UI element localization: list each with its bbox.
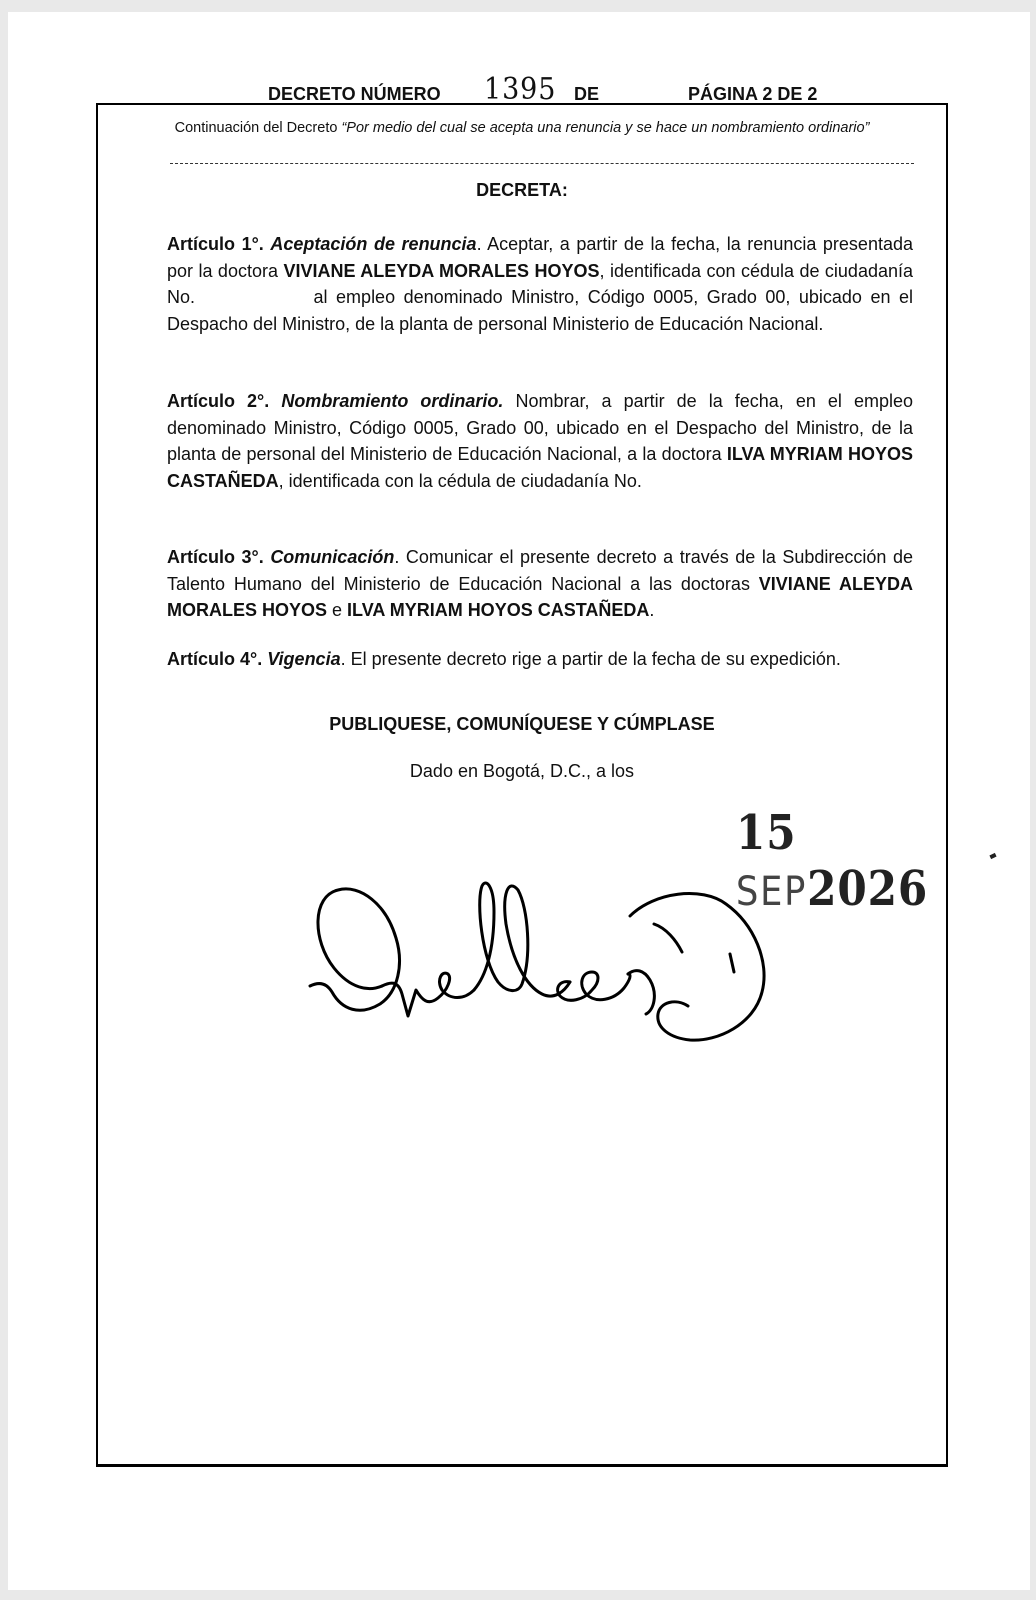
- decreta-heading: DECRETA:: [476, 180, 568, 200]
- article-2-name: ILVA MYRIAM HOYOS CASTAÑEDA: [167, 444, 914, 491]
- article-1-name: VIVIANE ALEYDA MORALES HOYOS: [283, 260, 600, 281]
- article-2-title: Nombramiento ordinario.: [269, 391, 504, 411]
- continuation-note: [98, 119, 946, 138]
- page-indicator: PÁGINA 2 DE 2: [688, 84, 818, 104]
- stray-mark: [989, 853, 996, 859]
- issued-place: Dado en Bogotá, D.C., a los: [409, 761, 635, 781]
- article-3-title: Comunicación: [270, 547, 395, 567]
- article-1-title: Aceptación de renuncia: [270, 234, 477, 254]
- decreto-number: 1395: [484, 72, 557, 107]
- article-4: [167, 646, 913, 673]
- signature: [298, 864, 783, 1054]
- article-2-number: Artículo 2°.: [167, 391, 270, 411]
- article-2-text-2: , identificada con la cédula de ciudadanía No.: [278, 470, 642, 491]
- article-2-text: Nombrar, a partir de la fecha, en el empleo denominado Ministro, Código 0005, Grado 00, ubicado en el Despacho del Ministro, de la planta de personal del Ministerio de Educación Nacional, a la doctora: [167, 391, 913, 464]
- article-3: [167, 544, 913, 624]
- article-3-number: Artículo 3°.: [167, 547, 264, 567]
- article-3-conjunction: e: [327, 600, 348, 620]
- date-day: 15: [736, 805, 797, 861]
- date-year: 2026: [807, 861, 929, 917]
- article-3-text: . Comunicar el presente decreto a través de la Subdirección de Talento Humano del Ministerio de Educación Nacional a las doctoras: [167, 547, 913, 594]
- article-1-text: . Aceptar, a partir de la fecha, la renuncia presentada por la doctora: [167, 234, 913, 281]
- continuation-prefix: Continuación del Decreto: [174, 120, 342, 136]
- decree-frame: [96, 103, 948, 1467]
- dashed-divider: [170, 163, 914, 164]
- article-3-name-1: VIVIANE ALEYDA MORALES HOYOS: [167, 573, 913, 620]
- publiquese-heading: PUBLIQUESE, COMUNÍQUESE Y CÚMPLASE: [329, 714, 715, 734]
- date-month: SEP: [736, 869, 808, 915]
- article-3-name-2: ILVA MYRIAM HOYOS CASTAÑEDA: [347, 600, 650, 620]
- article-1-text-3: al empleo denominado Ministro, Código 0005, Grado 00, ubicado en el Despacho del Ministro, de la planta de personal Ministerio de Educación Nacional.: [167, 287, 913, 334]
- decreto-label: DECRETO NÚMERO: [268, 84, 441, 104]
- article-4-text: . El presente decreto rige a partir de la fecha de su expedición.: [340, 649, 841, 669]
- article-1: [167, 231, 913, 337]
- article-2: [167, 388, 913, 494]
- article-4-title: Vigencia: [262, 649, 341, 669]
- de-label: DE: [574, 84, 600, 104]
- article-4-number: Artículo 4°.: [167, 649, 263, 669]
- document-page: [8, 12, 1030, 1590]
- article-1-text-2: , identificada con cédula de ciudadanía No.: [167, 260, 913, 307]
- decree-title: “Por medio del cual se acepta una renuncia y se hace un nombramiento ordinario”: [341, 120, 870, 136]
- article-3-end: .: [649, 600, 655, 620]
- article-1-number: Artículo 1°.: [167, 234, 264, 254]
